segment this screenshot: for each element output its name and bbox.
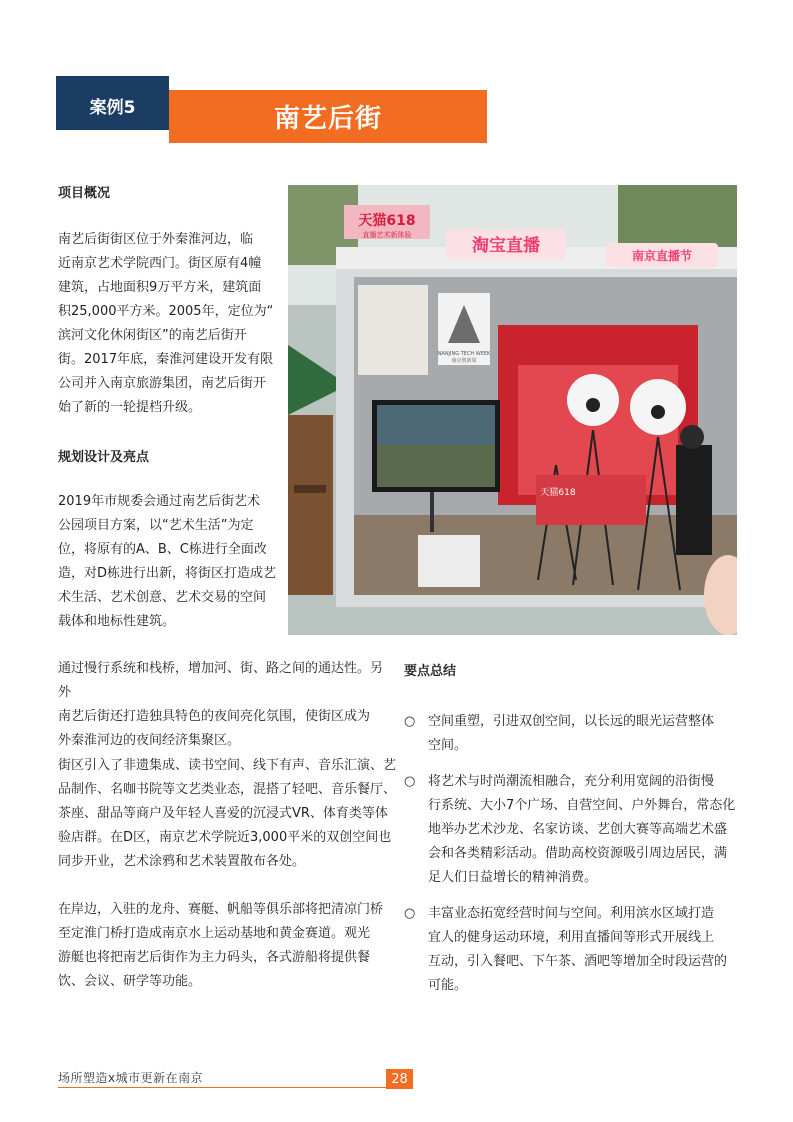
summary-item: ○ 丰富业态拓宽经营时间与空间。利用滨水区域打造 宜人的健身运动环境，利用直播间等形式开展线上 互动，引入餐吧、下午茶、酒吧等增加全时段运营的 可能。 <box>404 902 749 998</box>
bullet-circle-icon: ○ <box>404 906 416 921</box>
summary-item: ○ 空间重塑，引进双创空间，以长远的眼光运营整体 空间。 <box>404 710 749 758</box>
design-text: 2019年市规委会通过南艺后街艺术 公园项目方案，以“艺术生活”为定 位，将原有的A、B、C栋进行全面改 造，对D栋进行出新，将街区打造成艺 术生活、艺术创意、艺术交易的空间 载体和地标性建筑。 <box>58 494 277 629</box>
sign-tmall-sub: 直播艺术新体验 <box>362 231 412 239</box>
page-number: 28 <box>386 1069 413 1089</box>
bullet-circle-icon: ○ <box>404 714 416 729</box>
poster-sub: 南京创新周 <box>451 358 477 364</box>
sign-tmall: 天猫618 <box>358 213 416 229</box>
design-title: 规划设计及亮点 <box>58 450 150 465</box>
summary-title: 要点总结 <box>404 664 457 679</box>
footer-divider <box>58 1087 386 1088</box>
summary-list <box>404 710 749 1010</box>
paragraph-waterfront: 在岸边，入驻的龙舟、赛艇、帆船等俱乐部将把清凉门桥 至定淮门桥打造成南京水上运动基地和黄金赛道。观光 游艇也将把南艺后街作为主力码头，各式游船将提供餐 饮、会议、研学等功能。 <box>58 902 384 989</box>
livestream-booth-photo <box>288 185 737 635</box>
overview-title: 项目概况 <box>58 186 111 201</box>
overview-text: 南艺后街街区位于外秦淮河边，临 近南京艺术学院西门。街区原有4幢 建筑，占地面积9万平方米，建筑面 积25,000平方米。2005年，定位为“ 滨河文化休闲街区”的南艺后街开 街。2017年底，秦淮河建设开发有限 公司并入南京旅游集团，南艺后街开 始了新的一轮提档升级。 <box>58 232 274 415</box>
paragraph-business-mix: 街区引入了非遗集成、读书空间、线下有声、音乐汇演、艺 品制作、名咖书院等文艺类业态，混搭了轻吧、音乐餐厅、 茶座、甜品等商户及年轻人喜爱的沉浸式VR、体育类等体 验店群。在D区，南京艺术学院近3,000平米的双创空间也 同步开业，艺术涂鸦和艺术装置散布各处。 <box>58 758 397 869</box>
footer-text: 场所塑造x城市更新在南京 <box>58 1071 204 1085</box>
case-label: 案例5 <box>56 76 169 130</box>
poster-text: NANJING TECH WEEK <box>437 351 491 357</box>
backdrop-text: 天猫618 <box>540 488 576 498</box>
sign-taobao: 淘宝直播 <box>472 236 540 256</box>
sign-nanjing: 南京直播节 <box>631 249 693 263</box>
summary-item: ○ 将艺术与时尚潮流相融合，充分利用宽阔的沿街慢 行系统、大小7个广场、自营空间、户外舞台，常态化 地举办艺术沙龙、名家访谈、艺创大赛等高端艺术盛 会和各类精彩活动。借助高校资源吸引周边居民，满 足人们日益增长的精神消费。 <box>404 770 749 890</box>
page-title: 南艺后街 <box>169 90 487 143</box>
bullet-circle-icon: ○ <box>404 774 416 789</box>
paragraph-connectivity: 通过慢行系统和栈桥，增加河、街、路之间的通达性。另外 南艺后街还打造独具特色的夜间亮化氛围，使街区成为 外秦淮河边的夜间经济集聚区。 <box>58 661 384 748</box>
